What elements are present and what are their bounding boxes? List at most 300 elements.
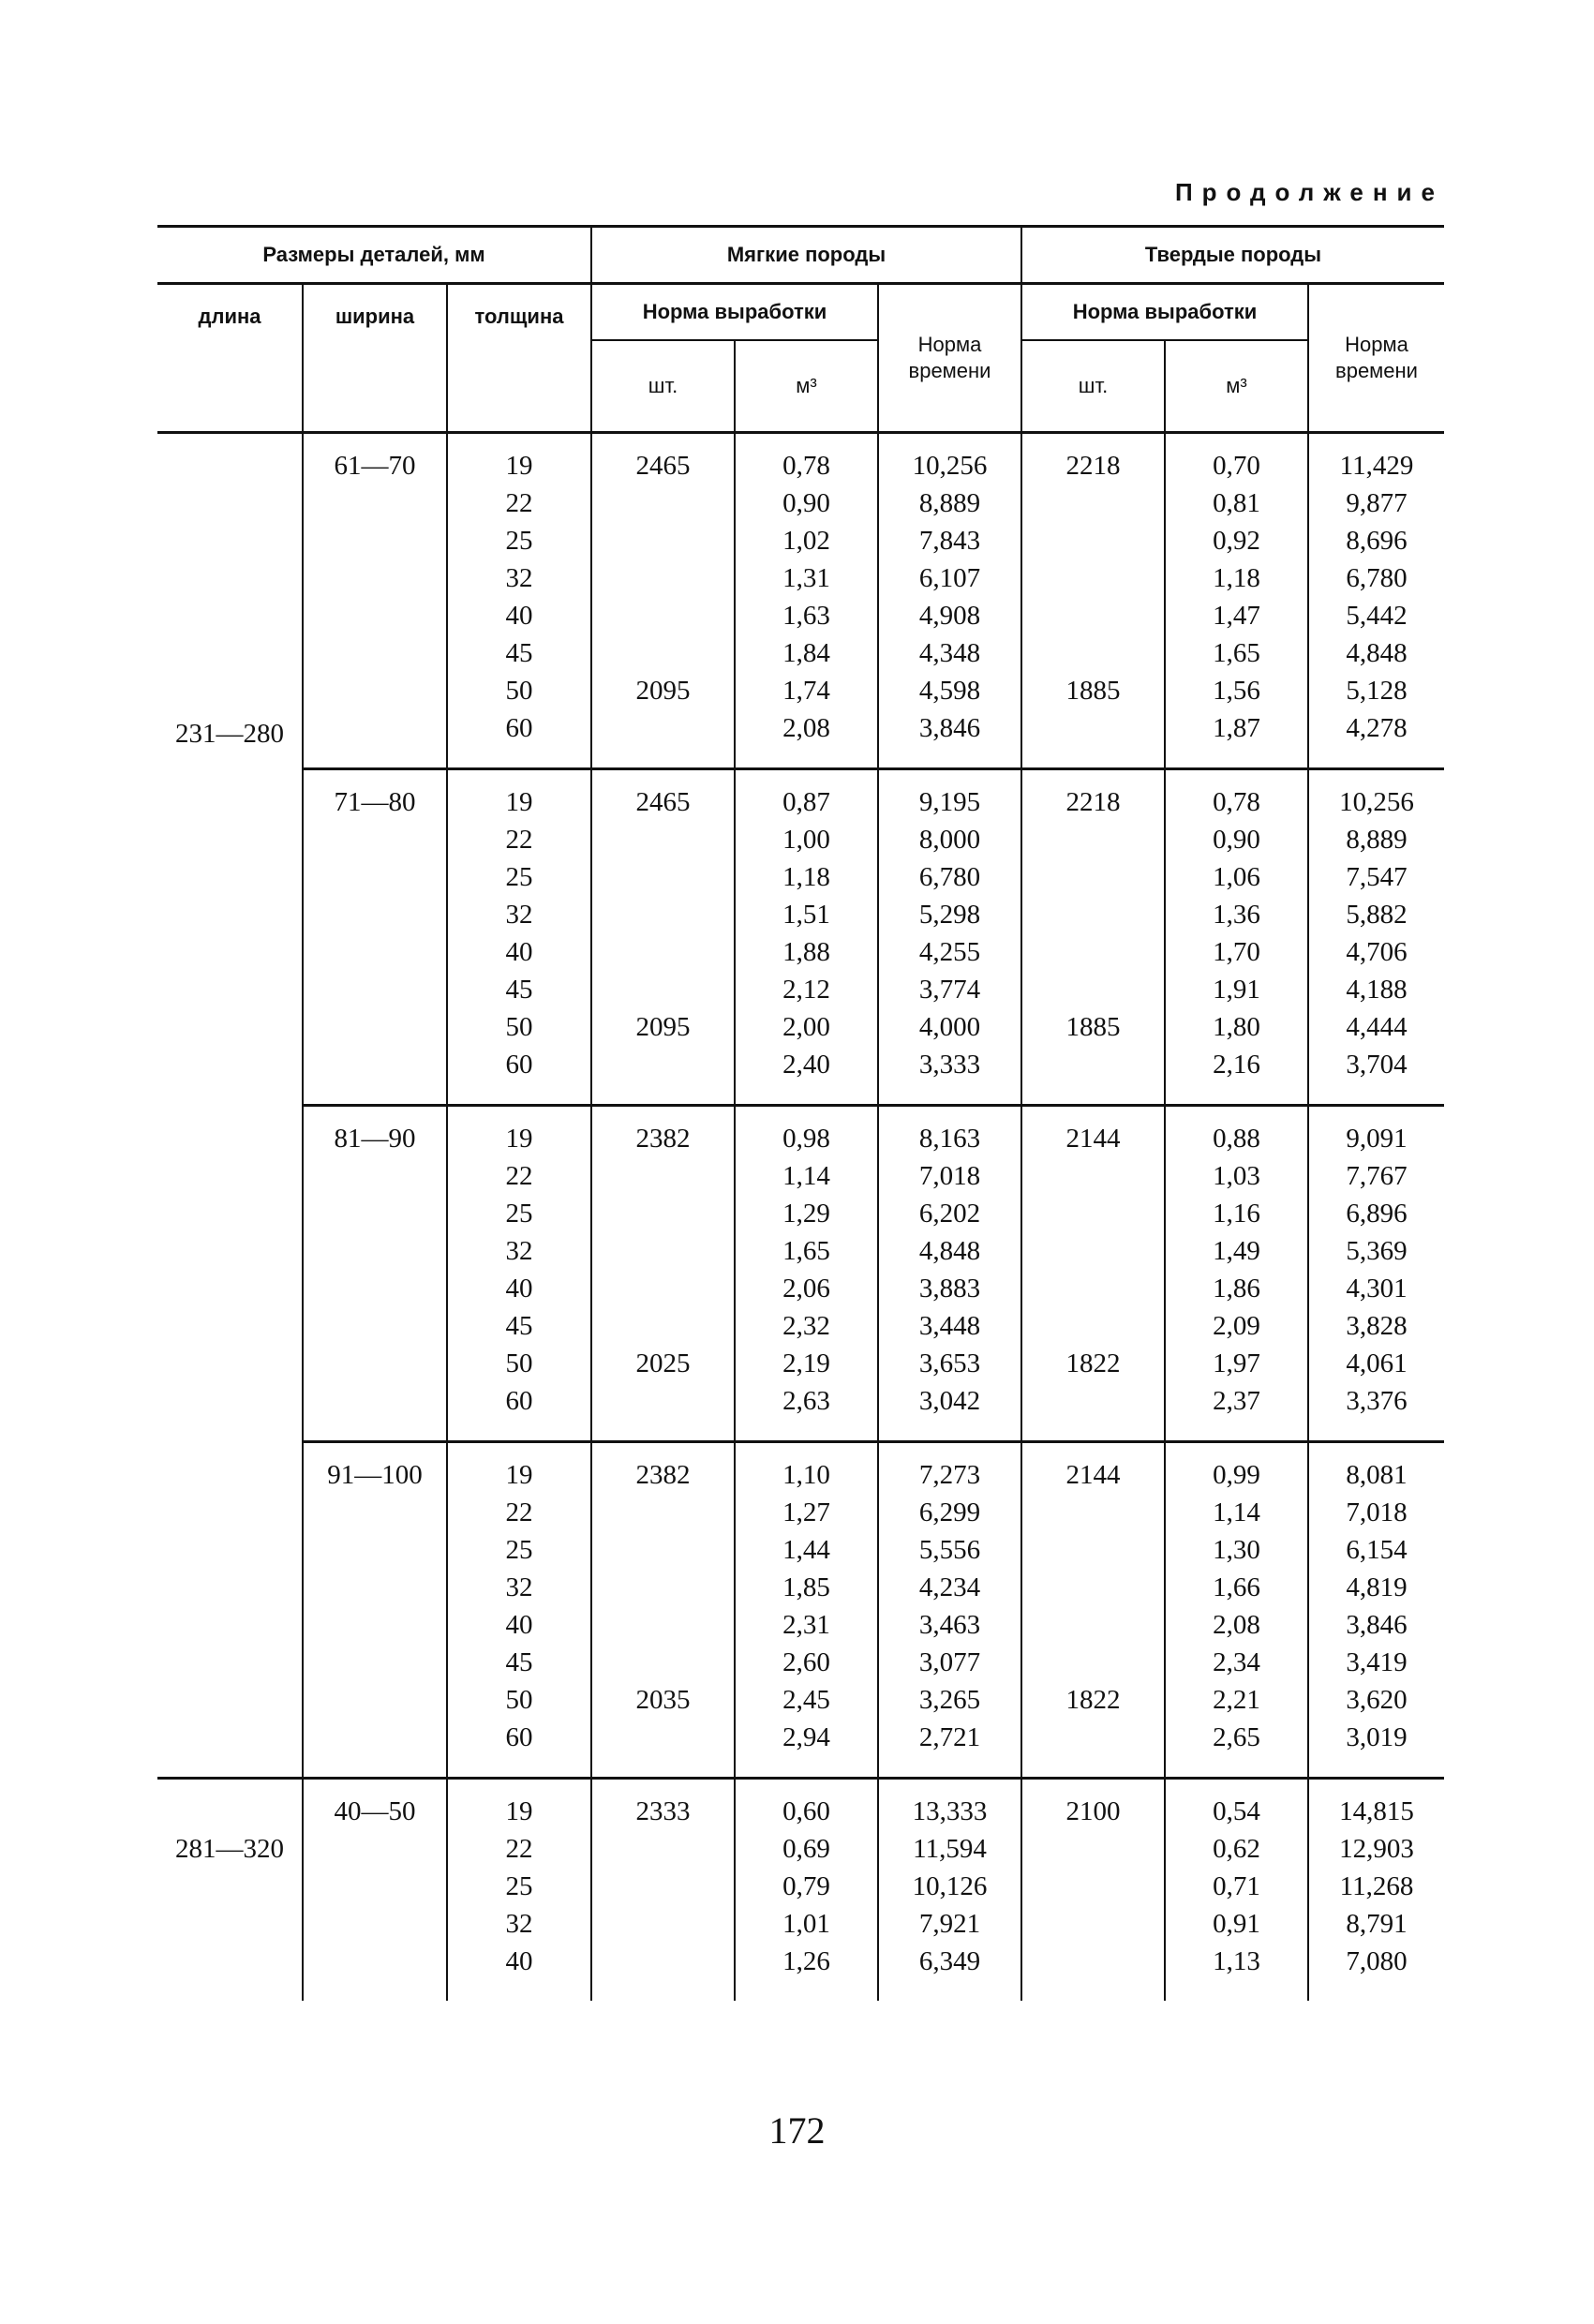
h-pcs-value	[1022, 1569, 1164, 1606]
s-pcs-value	[592, 634, 734, 672]
h-time-value: 5,882	[1346, 900, 1408, 930]
hard-time-cell	[1308, 1779, 1444, 2002]
hard-m3-cell	[1165, 1779, 1308, 2002]
s-pcs-value	[592, 933, 734, 971]
s-time-value: 4,255	[918, 937, 981, 967]
h-time-value: 6,154	[1346, 1535, 1408, 1565]
thickness-value: 50	[505, 1685, 533, 1715]
s-m3-value: 0,90	[782, 488, 830, 518]
h-pcs-value	[1022, 971, 1164, 1008]
h-m3-value: 0,78	[1213, 787, 1260, 817]
soft-pcs-cell	[591, 433, 735, 769]
s-m3-value: 2,60	[782, 1647, 830, 1677]
width-cell	[303, 1779, 447, 2002]
header-hard-group: Твердые породы	[1021, 227, 1444, 284]
thickness-value: 45	[505, 1647, 533, 1677]
s-time-value: 9,195	[918, 787, 981, 817]
thickness-value: 32	[505, 563, 533, 593]
s-pcs-value	[592, 1606, 734, 1644]
header-hard-pcs: шт.	[1021, 340, 1165, 433]
thickness-cell	[447, 1779, 591, 2002]
s-m3-value: 2,06	[782, 1274, 830, 1304]
thickness-value: 32	[505, 900, 533, 930]
thickness-value: 50	[505, 1348, 533, 1378]
thickness-value: 19	[505, 1124, 533, 1154]
thickness-value: 50	[505, 1012, 533, 1042]
h-time-value: 8,081	[1346, 1460, 1408, 1490]
s-time-value: 3,774	[918, 975, 981, 1005]
s-pcs-value	[592, 522, 734, 559]
h-pcs-value	[1022, 1157, 1164, 1195]
s-pcs-value	[592, 1905, 734, 1943]
soft-time-cell	[878, 1779, 1021, 2002]
h-pcs-value	[1022, 1905, 1164, 1943]
thickness-cell	[447, 433, 591, 769]
thickness-value: 45	[505, 975, 533, 1005]
h-pcs-value	[1022, 1644, 1164, 1681]
s-m3-value: 1,85	[782, 1572, 830, 1602]
thickness-value: 32	[505, 1236, 533, 1266]
hard-time-cell	[1308, 769, 1444, 1106]
h-m3-value: 0,90	[1213, 825, 1260, 855]
width-value: 81—90	[334, 1124, 416, 1154]
h-m3-value: 0,62	[1213, 1834, 1260, 1864]
s-pcs-value	[592, 1232, 734, 1270]
thickness-value: 25	[505, 1535, 533, 1565]
s-time-value: 3,463	[918, 1610, 981, 1640]
s-time-value: 5,556	[918, 1535, 981, 1565]
h-m3-value: 1,49	[1213, 1236, 1260, 1266]
h-time-value: 7,767	[1346, 1161, 1408, 1191]
h-time-value: 9,091	[1346, 1124, 1408, 1154]
h-pcs-value: 1822	[1065, 1348, 1121, 1378]
s-m3-value: 1,18	[782, 862, 830, 892]
h-m3-value: 2,37	[1213, 1386, 1260, 1416]
s-m3-value: 0,98	[782, 1124, 830, 1154]
thickness-value: 40	[505, 1274, 533, 1304]
hard-time-cell	[1308, 1442, 1444, 1779]
h-pcs-value	[1022, 597, 1164, 634]
soft-time-cell	[878, 1106, 1021, 1442]
thickness-value: 19	[505, 787, 533, 817]
h-time-value: 11,429	[1339, 451, 1414, 481]
s-m3-value: 2,00	[782, 1012, 830, 1042]
h-pcs-value	[1022, 1382, 1164, 1420]
h-time-value: 4,706	[1346, 937, 1408, 967]
s-m3-value: 1,84	[782, 638, 830, 668]
h-m3-value: 0,54	[1213, 1796, 1260, 1826]
s-time-value: 3,077	[918, 1647, 981, 1677]
length-cell: 281—320	[157, 1779, 303, 2002]
s-m3-value: 1,02	[782, 526, 830, 556]
s-pcs-value	[592, 1830, 734, 1868]
s-time-value: 13,333	[912, 1796, 988, 1826]
s-time-value: 4,848	[918, 1236, 981, 1266]
thickness-value: 40	[505, 1610, 533, 1640]
hard-pcs-cell	[1021, 1106, 1165, 1442]
header-soft-time-norm: Норма времени	[878, 284, 1021, 433]
s-m3-value: 1,31	[782, 563, 830, 593]
s-pcs-value: 2035	[635, 1685, 691, 1715]
s-pcs-value: 2382	[635, 1124, 691, 1154]
s-time-value: 3,333	[918, 1050, 981, 1080]
s-time-value: 7,921	[918, 1909, 981, 1939]
s-m3-value: 2,94	[782, 1722, 830, 1752]
h-m3-value: 1,56	[1213, 676, 1260, 706]
s-m3-value: 1,44	[782, 1535, 830, 1565]
header-soft-group: Мягкие породы	[591, 227, 1021, 284]
thickness-value: 22	[505, 1497, 533, 1527]
header-hard-output-norm: Норма выработки	[1021, 284, 1308, 341]
h-m3-value: 1,18	[1213, 563, 1260, 593]
table-row-group	[157, 1106, 1444, 1442]
h-time-value: 12,903	[1339, 1834, 1414, 1864]
h-pcs-value	[1022, 1868, 1164, 1905]
h-time-value: 4,278	[1346, 713, 1408, 743]
s-time-value: 3,846	[918, 713, 981, 743]
h-pcs-value	[1022, 821, 1164, 858]
h-pcs-value	[1022, 1232, 1164, 1270]
norms-table	[157, 225, 1444, 2001]
thickness-value: 40	[505, 601, 533, 631]
thickness-value: 40	[505, 1946, 533, 1976]
s-pcs-value	[592, 971, 734, 1008]
h-time-value: 3,419	[1346, 1647, 1408, 1677]
h-m3-value: 1,87	[1213, 713, 1260, 743]
s-time-value: 6,107	[918, 563, 981, 593]
h-m3-value: 1,36	[1213, 900, 1260, 930]
soft-m3-cell	[735, 1442, 878, 1779]
h-pcs-value	[1022, 1606, 1164, 1644]
thickness-value: 19	[505, 451, 533, 481]
header-hard-time-norm: Норма времени	[1308, 284, 1444, 433]
s-time-value: 4,234	[918, 1572, 981, 1602]
h-time-value: 3,846	[1346, 1610, 1408, 1640]
s-m3-value: 0,79	[782, 1871, 830, 1901]
h-time-value: 4,444	[1346, 1012, 1408, 1042]
s-m3-value: 1,29	[782, 1199, 830, 1229]
thickness-value: 19	[505, 1796, 533, 1826]
h-pcs-value	[1022, 1830, 1164, 1868]
width-value: 91—100	[327, 1460, 423, 1490]
h-pcs-value: 1885	[1065, 676, 1121, 706]
soft-pcs-cell	[591, 1106, 735, 1442]
thickness-value: 32	[505, 1572, 533, 1602]
s-time-value: 3,265	[918, 1685, 981, 1715]
table-row-group	[157, 1779, 1444, 2002]
thickness-value: 22	[505, 488, 533, 518]
hard-time-cell	[1308, 433, 1444, 769]
table-row-group	[157, 433, 1444, 769]
s-m3-value: 2,40	[782, 1050, 830, 1080]
header-soft-m3: м³	[735, 340, 878, 433]
width-value: 40—50	[334, 1796, 416, 1826]
thickness-value: 22	[505, 1834, 533, 1864]
header-sizes-group: Размеры деталей, мм	[157, 227, 591, 284]
h-m3-value: 1,80	[1213, 1012, 1260, 1042]
h-time-value: 7,018	[1346, 1497, 1408, 1527]
width-cell	[303, 769, 447, 1106]
h-m3-value: 0,88	[1213, 1124, 1260, 1154]
h-time-value: 3,376	[1346, 1386, 1408, 1416]
s-time-value: 3,653	[918, 1348, 981, 1378]
h-m3-value: 2,34	[1213, 1647, 1260, 1677]
width-value: 61—70	[334, 451, 416, 481]
h-m3-value: 1,91	[1213, 975, 1260, 1005]
soft-m3-cell	[735, 769, 878, 1106]
h-pcs-value: 2144	[1065, 1124, 1121, 1154]
width-value: 71—80	[334, 787, 416, 817]
s-m3-value: 1,27	[782, 1497, 830, 1527]
h-m3-value: 1,65	[1213, 638, 1260, 668]
h-pcs-value	[1022, 1195, 1164, 1232]
s-pcs-value: 2382	[635, 1460, 691, 1490]
s-pcs-value: 2465	[635, 787, 691, 817]
s-pcs-value	[592, 1494, 734, 1531]
h-pcs-value	[1022, 858, 1164, 896]
h-time-value: 4,188	[1346, 975, 1408, 1005]
thickness-value: 25	[505, 1199, 533, 1229]
h-pcs-value	[1022, 709, 1164, 747]
h-m3-value: 1,13	[1213, 1946, 1260, 1976]
h-m3-value: 0,91	[1213, 1909, 1260, 1939]
thickness-value: 22	[505, 1161, 533, 1191]
s-m3-value: 0,69	[782, 1834, 830, 1864]
thickness-value: 60	[505, 1050, 533, 1080]
hard-pcs-cell	[1021, 1442, 1165, 1779]
s-time-value: 8,889	[918, 488, 981, 518]
h-time-value: 3,828	[1346, 1311, 1408, 1341]
h-m3-value: 1,70	[1213, 937, 1260, 967]
soft-time-cell	[878, 433, 1021, 769]
h-pcs-value	[1022, 1943, 1164, 1980]
s-pcs-value	[592, 1719, 734, 1756]
s-m3-value: 2,63	[782, 1386, 830, 1416]
s-m3-value: 2,32	[782, 1311, 830, 1341]
s-m3-value: 1,88	[782, 937, 830, 967]
soft-pcs-cell	[591, 1779, 735, 2002]
width-cell	[303, 1442, 447, 1779]
s-m3-value: 2,08	[782, 713, 830, 743]
s-m3-value: 1,51	[782, 900, 830, 930]
h-m3-value: 2,65	[1213, 1722, 1260, 1752]
h-pcs-value: 2100	[1065, 1796, 1121, 1826]
thickness-value: 25	[505, 862, 533, 892]
s-pcs-value	[592, 1270, 734, 1307]
h-m3-value: 2,09	[1213, 1311, 1260, 1341]
s-m3-value: 0,87	[782, 787, 830, 817]
h-m3-value: 1,86	[1213, 1274, 1260, 1304]
soft-m3-cell	[735, 433, 878, 769]
thickness-cell	[447, 1442, 591, 1779]
s-time-value: 4,908	[918, 601, 981, 631]
soft-time-cell	[878, 769, 1021, 1106]
s-m3-value: 1,63	[782, 601, 830, 631]
s-pcs-value	[592, 1943, 734, 1980]
thickness-value: 60	[505, 1386, 533, 1416]
thickness-value: 60	[505, 713, 533, 743]
thickness-value: 22	[505, 825, 533, 855]
s-pcs-value: 2095	[635, 676, 691, 706]
s-pcs-value	[592, 1382, 734, 1420]
s-time-value: 10,126	[912, 1871, 988, 1901]
s-m3-value: 0,60	[782, 1796, 830, 1826]
s-time-value: 3,883	[918, 1274, 981, 1304]
thickness-value: 40	[505, 937, 533, 967]
s-time-value: 10,256	[912, 451, 988, 481]
s-pcs-value	[592, 821, 734, 858]
table-row-group	[157, 769, 1444, 1106]
s-time-value: 4,000	[918, 1012, 981, 1042]
h-time-value: 14,815	[1339, 1796, 1414, 1826]
width-cell	[303, 433, 447, 769]
h-pcs-value	[1022, 896, 1164, 933]
soft-pcs-cell	[591, 769, 735, 1106]
h-pcs-value	[1022, 484, 1164, 522]
soft-time-cell	[878, 1442, 1021, 1779]
h-m3-value: 2,16	[1213, 1050, 1260, 1080]
h-pcs-value: 1885	[1065, 1012, 1121, 1042]
s-time-value: 2,721	[918, 1722, 981, 1752]
s-time-value: 5,298	[918, 900, 981, 930]
s-time-value: 6,202	[918, 1199, 981, 1229]
s-pcs-value	[592, 1195, 734, 1232]
h-m3-value: 1,97	[1213, 1348, 1260, 1378]
h-m3-value: 1,03	[1213, 1161, 1260, 1191]
continuation-label: Продолжение	[1174, 178, 1444, 206]
h-time-value: 7,547	[1346, 862, 1408, 892]
h-pcs-value	[1022, 522, 1164, 559]
s-pcs-value: 2025	[635, 1348, 691, 1378]
hard-pcs-cell	[1021, 433, 1165, 769]
s-m3-value: 1,10	[782, 1460, 830, 1490]
s-m3-value: 1,65	[782, 1236, 830, 1266]
header-hard-m3: м³	[1165, 340, 1308, 433]
h-time-value: 7,080	[1346, 1946, 1408, 1976]
h-m3-value: 2,08	[1213, 1610, 1260, 1640]
h-pcs-value: 1822	[1065, 1685, 1121, 1715]
h-time-value: 3,704	[1346, 1050, 1408, 1080]
s-pcs-value	[592, 1868, 734, 1905]
h-time-value: 4,061	[1346, 1348, 1408, 1378]
h-time-value: 3,620	[1346, 1685, 1408, 1715]
h-m3-value: 1,30	[1213, 1535, 1260, 1565]
s-time-value: 4,348	[918, 638, 981, 668]
s-pcs-value	[592, 709, 734, 747]
s-time-value: 8,000	[918, 825, 981, 855]
h-time-value: 11,268	[1339, 1871, 1414, 1901]
s-pcs-value	[592, 1046, 734, 1083]
s-pcs-value	[592, 559, 734, 597]
h-time-value: 6,780	[1346, 563, 1408, 593]
h-pcs-value	[1022, 634, 1164, 672]
s-pcs-value	[592, 484, 734, 522]
thickness-value: 60	[505, 1722, 533, 1752]
thickness-value: 19	[505, 1460, 533, 1490]
h-pcs-value: 2218	[1065, 787, 1121, 817]
s-time-value: 6,299	[918, 1497, 981, 1527]
h-time-value: 4,301	[1346, 1274, 1408, 1304]
h-m3-value: 1,06	[1213, 862, 1260, 892]
h-m3-value: 0,70	[1213, 451, 1260, 481]
h-time-value: 10,256	[1339, 787, 1414, 817]
thickness-cell	[447, 769, 591, 1106]
h-time-value: 8,696	[1346, 526, 1408, 556]
hard-m3-cell	[1165, 769, 1308, 1106]
s-m3-value: 1,01	[782, 1909, 830, 1939]
h-m3-value: 1,66	[1213, 1572, 1260, 1602]
h-time-value: 4,848	[1346, 638, 1408, 668]
s-pcs-value	[592, 1569, 734, 1606]
s-time-value: 7,843	[918, 526, 981, 556]
h-pcs-value: 2218	[1065, 451, 1121, 481]
hard-m3-cell	[1165, 1442, 1308, 1779]
hard-m3-cell	[1165, 1106, 1308, 1442]
s-time-value: 6,349	[918, 1946, 981, 1976]
s-time-value: 8,163	[918, 1124, 981, 1154]
h-pcs-value	[1022, 1270, 1164, 1307]
s-m3-value: 1,14	[782, 1161, 830, 1191]
h-time-value: 5,369	[1346, 1236, 1408, 1266]
thickness-value: 45	[505, 638, 533, 668]
h-pcs-value: 2144	[1065, 1460, 1121, 1490]
h-time-value: 6,896	[1346, 1199, 1408, 1229]
s-m3-value: 2,19	[782, 1348, 830, 1378]
table-row-group	[157, 1442, 1444, 1779]
s-m3-value: 1,26	[782, 1946, 830, 1976]
h-time-value: 3,019	[1346, 1722, 1408, 1752]
hard-m3-cell	[1165, 433, 1308, 769]
soft-m3-cell	[735, 1779, 878, 2002]
s-time-value: 7,273	[918, 1460, 981, 1490]
h-pcs-value	[1022, 1719, 1164, 1756]
hard-time-cell	[1308, 1106, 1444, 1442]
h-time-value: 4,819	[1346, 1572, 1408, 1602]
thickness-value: 50	[505, 676, 533, 706]
thickness-value: 32	[505, 1909, 533, 1939]
h-m3-value: 1,16	[1213, 1199, 1260, 1229]
hard-pcs-cell	[1021, 1779, 1165, 2002]
h-m3-value: 0,92	[1213, 526, 1260, 556]
h-time-value: 8,791	[1346, 1909, 1408, 1939]
hard-pcs-cell	[1021, 769, 1165, 1106]
s-m3-value: 2,45	[782, 1685, 830, 1715]
page-number: 172	[768, 2109, 826, 2152]
header-soft-pcs: шт.	[591, 340, 735, 433]
s-pcs-value	[592, 1531, 734, 1569]
thickness-value: 45	[505, 1311, 533, 1341]
s-pcs-value: 2095	[635, 1012, 691, 1042]
s-pcs-value: 2333	[635, 1796, 691, 1826]
thickness-cell	[447, 1106, 591, 1442]
h-pcs-value	[1022, 559, 1164, 597]
h-time-value: 5,442	[1346, 601, 1408, 631]
h-pcs-value	[1022, 1531, 1164, 1569]
s-pcs-value	[592, 1307, 734, 1345]
s-m3-value: 2,31	[782, 1610, 830, 1640]
s-time-value: 6,780	[918, 862, 981, 892]
thickness-value: 25	[505, 526, 533, 556]
table-body	[157, 433, 1444, 2002]
h-m3-value: 2,21	[1213, 1685, 1260, 1715]
s-time-value: 4,598	[918, 676, 981, 706]
width-cell	[303, 1106, 447, 1442]
soft-m3-cell	[735, 1106, 878, 1442]
h-time-value: 5,128	[1346, 676, 1408, 706]
h-m3-value: 0,71	[1213, 1871, 1260, 1901]
s-time-value: 3,042	[918, 1386, 981, 1416]
soft-pcs-cell	[591, 1442, 735, 1779]
